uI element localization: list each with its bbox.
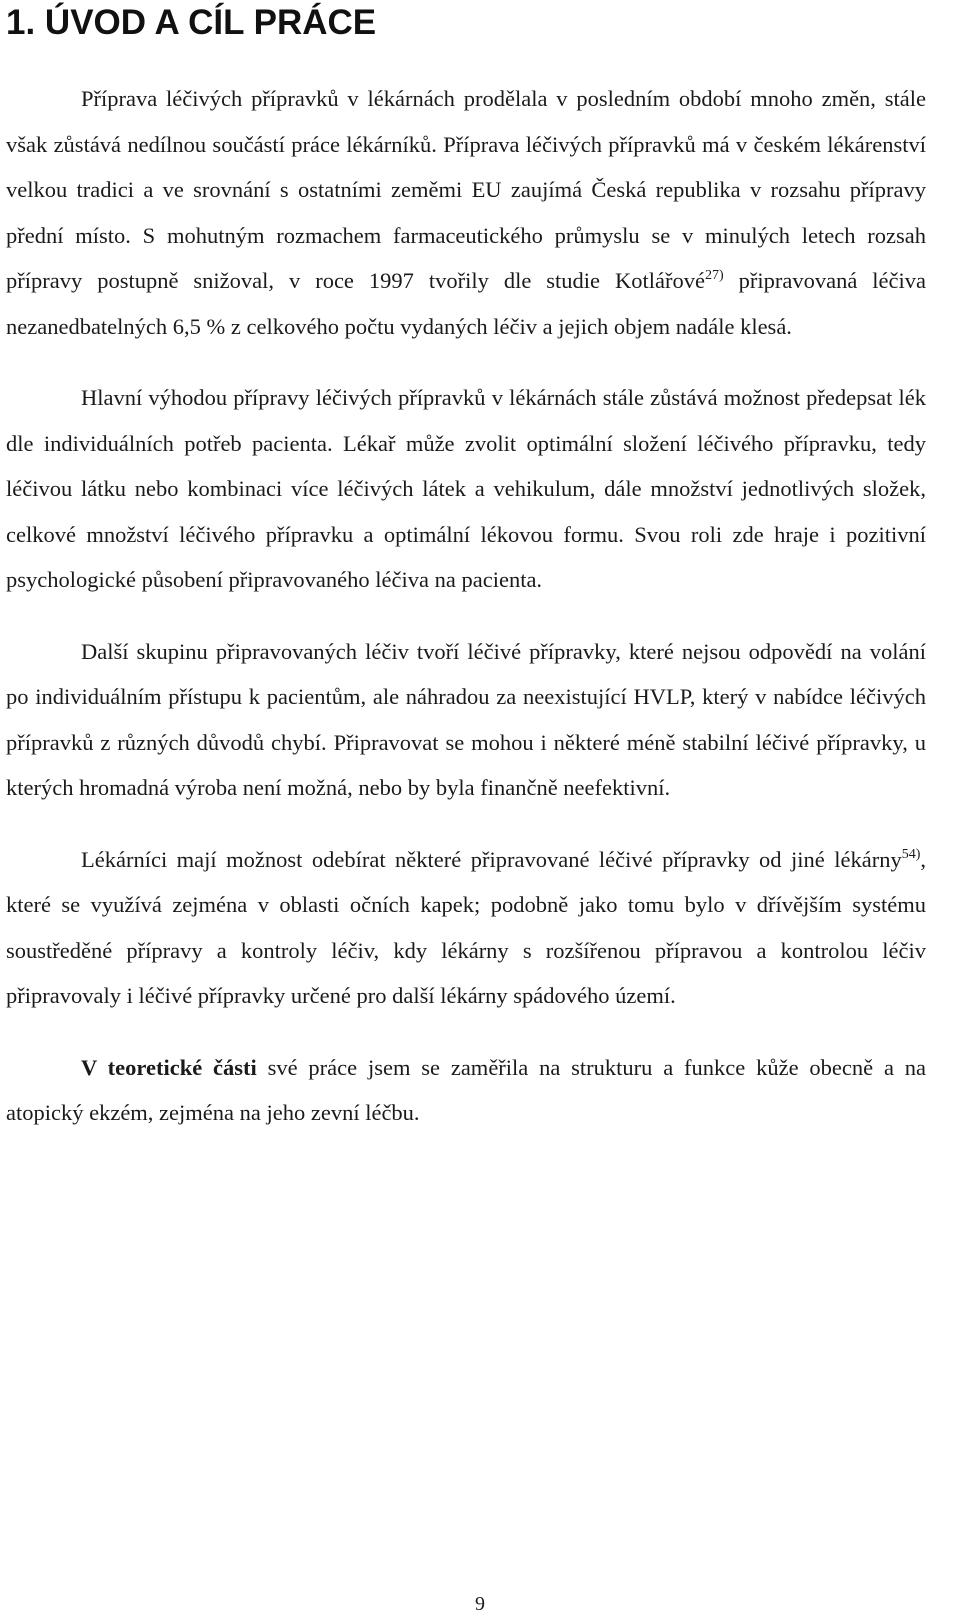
paragraph-text: Hlavní výhodou přípravy léčivých přípravků v lékárnách stále zůstává možnost předepsat lék dle individuálních potřeb pacienta. Lékař může zvolit optimální složení léčivého přípravku, tedy léčivou látku nebo kombinaci více léčivých látek a vehikulum, dále množství jednotlivých složek, celkové množství léčivého přípravku a optimální lékovou formu. Svou roli zde hraje i pozitivní psychologické působení připravovaného léčiva na pacienta. [6, 385, 926, 592]
page-number: 9 [475, 1593, 485, 1615]
paragraph-text: své práce jsem se zaměřila na strukturu a funkce kůže obecně a na atopický ekzém, zejména na jeho zevní léčbu. [6, 1054, 926, 1125]
paragraph-text: připravovaná léčiva nezanedbatelných 6,5 % z celkového počtu vydaných léčiv a jejich objem nadále klesá. [6, 268, 926, 339]
paragraph-introduction [6, 76, 926, 349]
paragraph-text: Lékárníci mají možnost odebírat některé připravované léčivé přípravky od jiné lékárny [81, 846, 902, 872]
citation-reference: 27) [704, 268, 724, 283]
paragraph-text: Další skupinu připravovaných léčiv tvoří léčivé přípravky, které nejsou odpovědí na volání po individuálním přístupu k pacientům, ale náhradou za neexistující HVLP, který v nabídce léčivých přípravků z různých důvodů chybí. Připravovat se mohou i některé méně stabilní léčivé přípravky, u kterých hromadná výroba není možná, nebo by byla finančně neefektivní. [6, 638, 926, 800]
emphasized-text: V teoretické části [81, 1054, 257, 1080]
paragraph-pharmacists [6, 837, 926, 1019]
chapter-heading: 1. ÚVOD A CÍL PRÁCE [6, 3, 377, 42]
citation-reference: 54) [901, 846, 921, 862]
paragraph-other-group [6, 629, 926, 811]
paragraph-theoretical-part [6, 1045, 926, 1136]
paragraph-text: , které se využívá zejména v oblasti očních kapek; podobně jako tomu bylo v dřívějším systému soustředěné přípravy a kontroly léčiv, kdy lékárny s rozšířenou přípravou a kontrolou léčiv připravovaly i léčivé přípravky určené pro další lékárny spádového území. [6, 846, 926, 1008]
chapter-body [6, 76, 926, 1136]
paragraph-text: Příprava léčivých přípravků v lékárnách prodělala v posledním období mnoho změn, stále však zůstává nedílnou součástí práce lékárníků. Příprava léčivých přípravků má v českém lékárenství velkou tradici a ve srovnání s ostatními zeměmi EU zaujímá Česká republika v rozsahu přípravy přední místo. S mohutným rozmachem farmaceutického průmyslu se v minulých letech rozsah přípravy postupně snižoval, v roce 1997 tvořily dle studie Kotlářové [6, 86, 926, 293]
paragraph-main-advantage [6, 375, 926, 603]
